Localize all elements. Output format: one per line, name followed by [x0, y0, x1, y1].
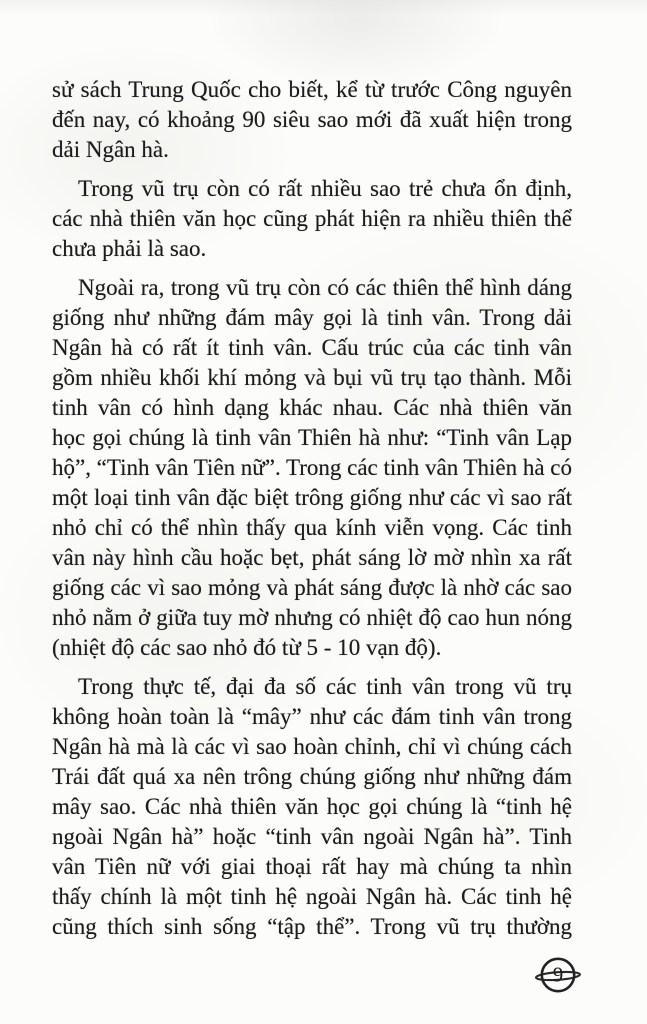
paragraph: [52, 75, 572, 165]
text-line: gồm nhiều khối khí mỏng và bụi vũ trụ tạo thành. Mỗi: [52, 365, 572, 390]
text-line: giống như những đám mây gọi là tinh vân. Trong dải: [52, 305, 572, 330]
text-line: Ngân hà mà là các vì sao hoàn chỉnh, chỉ vì chúng cách: [52, 734, 572, 759]
paragraph: [52, 273, 572, 663]
text-line: Ngân hà có rất ít tinh vân. Cấu trúc của các tinh vân: [52, 335, 572, 360]
text-line: (nhiệt độ các sao nhỏ đó từ 5 - 10 vạn độ).: [52, 635, 442, 660]
text-line: hộ”, “Tinh vân Tiên nữ”. Trong các tinh vân Thiên hà có: [52, 455, 572, 480]
text-line: chưa phải là sao.: [52, 236, 207, 261]
paragraph: [52, 174, 572, 264]
page-text: [52, 75, 572, 951]
text-line: nhỏ chỉ có thể nhìn thấy qua kính viễn vọng. Các tinh: [52, 515, 572, 540]
text-line: nhỏ nằm ở giữa tuy mờ nhưng có nhiệt độ cao hun nóng: [52, 605, 572, 630]
text-line: Trong thực tế, đại đa số các tinh vân trong vũ trụ: [78, 674, 572, 699]
text-line: cũng thích sinh sống “tập thể”. Trong vũ trụ thường: [52, 914, 572, 939]
text-line: không hoàn toàn là “mây” như các đám tinh vân trong: [52, 704, 572, 729]
paragraph: [52, 672, 572, 942]
text-line: vân Tiên nữ với giai thoại rất hay mà chúng ta nhìn: [52, 854, 572, 879]
text-line: học gọi chúng là tinh vân Thiên hà như: “Tinh vân Lạp: [52, 425, 572, 450]
page-number: 9: [552, 962, 564, 987]
planet-ring-icon: [533, 949, 583, 999]
text-line: một loại tinh vân đặc biệt trông giống như các vì sao rất: [52, 485, 572, 510]
text-line: thấy chính là một tinh hệ ngoài Ngân hà. Các tinh hệ: [52, 884, 572, 909]
text-line: sử sách Trung Quốc cho biết, kể từ trước Công nguyên: [52, 77, 572, 102]
text-line: đến nay, có khoảng 90 siêu sao mới đã xuất hiện trong: [52, 107, 572, 132]
text-line: dải Ngân hà.: [52, 137, 169, 162]
text-line: các nhà thiên văn học cũng phát hiện ra nhiều thiên thể: [52, 206, 572, 231]
text-line: mây sao. Các nhà thiên văn học gọi chúng là “tinh hệ: [52, 794, 572, 819]
text-line: vân này hình cầu hoặc bẹt, phát sáng lờ mờ nhìn xa rất: [52, 545, 572, 570]
text-line: Ngoài ra, trong vũ trụ còn có các thiên thể hình dáng: [78, 275, 572, 300]
text-line: ngoài Ngân hà” hoặc “tinh vân ngoài Ngân hà”. Tinh: [52, 824, 572, 849]
text-line: giống các vì sao mỏng và phát sáng được là nhờ các sao: [52, 575, 572, 600]
text-line: tinh vân có hình dạng khác nhau. Các nhà thiên văn: [52, 395, 572, 420]
text-line: Trái đất quá xa nên trông chúng giống như những đám: [52, 764, 572, 789]
page-number-badge: [533, 949, 583, 999]
text-line: Trong vũ trụ còn có rất nhiều sao trẻ chưa ổn định,: [78, 176, 572, 201]
